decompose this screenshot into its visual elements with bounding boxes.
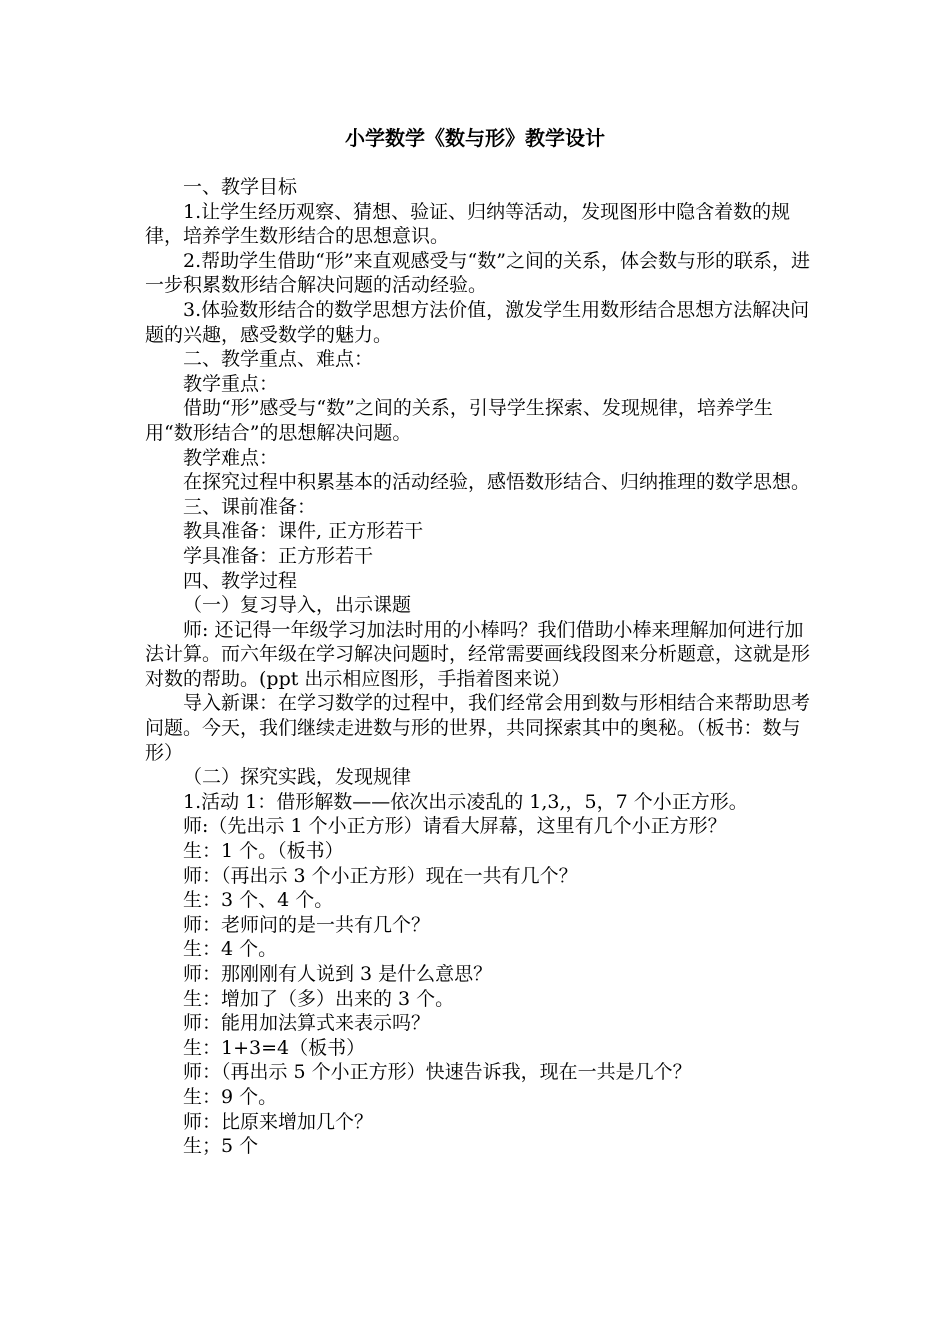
objective-2: 2.帮助学生借助“形”来直观感受与“数”之间的关系，体会数与形的联系，进一步积累数形结合解决问题的活动经验。 [145,249,810,297]
section-heading-process: 四、教学过程 [183,569,298,592]
objective-3: 3.体验数形结合的数学思想方法价值，激发学生用数形结合思想方法解决问题的兴趣，感受数学的魅力。 [145,298,810,346]
document-body [145,175,813,1159]
dialogue-line: 师：老师问的是一共有几个？ [183,913,431,936]
dialogue-line: 师：比原来增加几个？ [183,1110,374,1133]
dialogue-line: 生：9 个。 [183,1085,278,1108]
dialogue-line: 生：1 个。（板书） [183,840,344,863]
activity-1: 1.活动 1：借形解数——依次出示凌乱的 1,3,，5，7 个小正方形。 [183,790,748,813]
document-title: 小学数学《数与形》教学设计 [345,126,605,150]
dialogue-line: 生：增加了（多）出来的 3 个。 [183,987,455,1010]
difficulty-label: 教学难点： [183,446,279,469]
section-heading-preparation: 三、课前准备： [183,495,317,518]
teacher-materials: 教具准备：课件, 正方形若干 [183,520,424,543]
dialogue-line: 师：那刚刚有人说到 3 是什么意思？ [183,963,493,985]
dialogue-line: 生；5 个 [183,1135,259,1158]
dialogue-line: 师：（再出示 3 个小正方形）现在一共有几个？ [183,864,578,887]
key-point-label: 教学重点： [183,372,279,395]
dialogue-line: 生：1+3=4（板书） [183,1036,366,1059]
section-heading-key-points: 二、教学重点、难点： [183,348,374,371]
dialogue-line: 师：（再出示 5 个小正方形）快速告诉我，现在一共是几个？ [183,1061,692,1084]
subsection-explore: （二）探究实践，发现规律 [183,766,412,789]
dialogue-line: 生：3 个、4 个。 [183,889,334,912]
paragraph-teacher-intro: 师: 还记得一年级学习加法时用的小棒吗？我们借助小棒来理解加何进行加法计算。而六年级在学习解决问题时，经常需要画线段图来分析题意，这就是形对数的帮助。(ppt 出示相应图形，手指着图来说） [145,618,811,690]
student-materials: 学具准备：正方形若干 [183,544,374,567]
dialogue-line: 师:（先出示 1 个小正方形）请看大屏幕，这里有几个小正方形？ [183,815,727,838]
section-heading-objectives: 一、教学目标 [183,176,298,198]
dialogue-line: 师：能用加法算式来表示吗？ [183,1012,431,1035]
subsection-review: （一）复习导入，出示课题 [183,594,412,617]
paragraph-new-lesson: 导入新课：在学习数学的过程中，我们经常会用到数与形相结合来帮助思考问题。今天，我们继续走进数与形的世界，共同探索其中的奥秘。（板书：数与形） [145,692,811,764]
objective-1: 1.让学生经历观察、猜想、验证、归纳等活动，发现图形中隐含着数的规律，培养学生数形结合的思想意识。 [145,200,791,248]
dialogue-line: 生：4 个。 [183,938,278,961]
difficulty-text: 在探究过程中积累基本的活动经验，感悟数形结合、归纳推理的数学思想。 [183,471,811,494]
key-point-text: 借助“形”感受与“数”之间的关系，引导学生探索、发现规律，培养学生用“数形结合”的思想解决问题。 [145,397,773,444]
